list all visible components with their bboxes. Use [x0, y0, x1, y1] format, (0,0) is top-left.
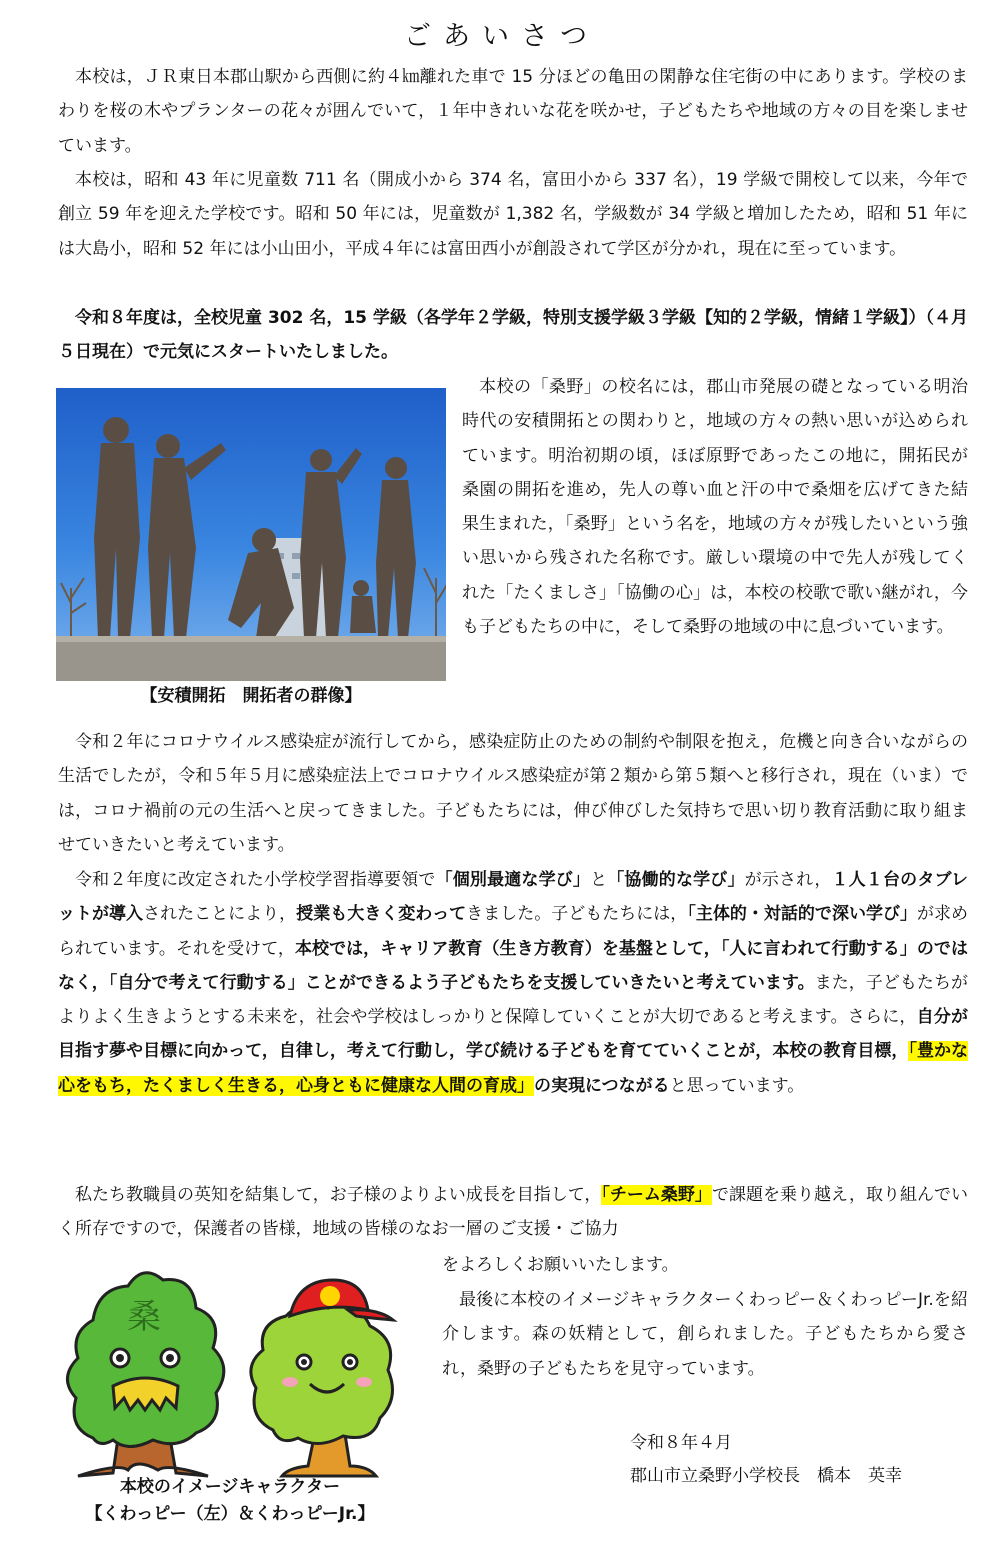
paragraph-covid: 令和２年にコロナウイルス感染症が流行してから，感染症防止のための制約や制限を抱え，危機と向き合いながらの生活でしたが，令和５年５月に感染症法上でコロナウイルス感染症が第２類から第５類へと移行され，現在（いま）では，コロナ禍前の元の生活へと戻ってきました。子どもたちには，伸び伸びした気持ちで思い切り教育活動に取り組ませていきたいと考えています。: [58, 732, 968, 855]
mascot-caption-line1: 本校のイメージキャラクター: [119, 1477, 341, 1497]
photo-caption: 【安積開拓 開拓者の群像】: [140, 686, 362, 706]
mascot-kanji: 桑: [127, 1297, 161, 1337]
text-span: されたことにより，: [143, 904, 297, 925]
text-span: きました。子どもたちには，: [466, 904, 688, 925]
text-span: が示され，: [744, 870, 832, 890]
text-span: また，子どもたちがよりよく生きようとする未来を，社会や学校はしっかりと保障していくことが大切であると考えます。さらに，: [58, 972, 968, 1028]
signature-name: 郡山市立桑野小学校長 橋本 英幸: [630, 1466, 902, 1486]
text-span: 本校では，キャリア教育（生き方教育）を基盤として，「人に言われて行動する」のではなく，「自分で考えて行動する」ことができるよう子どもたちを支援していきたいと考えています。: [58, 938, 968, 993]
paragraph-mascot-intro: 最後に本校のイメージキャラクターくわっピー＆くわっピーJr.を紹介します。森の妖精として，創られました。子どもたちから愛され，桑野の子どもたちを見守っています。: [442, 1290, 968, 1379]
paragraph-school-name-origin: 本校の「桑野」の校名には，郡山市発展の礎となっている明治時代の安積開拓との関わりと，地域の方々の熱い思いが込められています。明治初期の頃，ほぼ原野であったこの地に，開拓民が桑園の開拓を進め，先人の尊い血と汗の中で桑畑を広げてきた結果生まれた，「桑野」という名を，地域の方々が残したいという強い思いから残された名称です。厳しい環境の中で先人が残してくれた「たくましさ」「協働の心」は，本校の校歌で歌い継がれ，今も子どもたちの中に，そして桑野の地域の中に息づいています。: [462, 377, 968, 638]
text-span: が求められています。それを受けて，: [58, 904, 969, 959]
highlighted-text: 「豊かな心をもち，たくましく生きる，心身ともに健康な人間の育成」: [58, 1041, 968, 1096]
text-span: 授業も大きく変わって: [296, 904, 467, 925]
text-span: 私たち教職員の英知を結集して，お子様のよりよい成長を目指して，: [75, 1185, 602, 1205]
mascot-caption: [20, 1474, 440, 1528]
text-span: の実現につながる: [534, 1075, 670, 1096]
text-span: 自分が目指す夢や目標に向かって，自律し，考えて行動し，学び続ける子どもを育てていくことが，本校の教育目標，: [58, 1007, 969, 1062]
kuwappi-jr-right: [251, 1280, 393, 1476]
paragraph-current-enrollment: 令和８年度は，全校児童 302 名，15 学級（各学年２学級，特別支援学級３学級【知的２学級，情緒１学級】）（４月５日現在）で元気にスタートいたしました。: [58, 308, 968, 363]
statue-photo: [56, 388, 446, 681]
paragraph-education-goal: [58, 863, 968, 1103]
text-span: １人１台のタブレットが導入: [58, 870, 969, 925]
text-span: 令和２年度に改定された小学校学習指導要領で: [75, 870, 436, 890]
paragraph-school-location: 本校は，ＪＲ東日本郡山駅から西側に約４㎞離れた車で 15 分ほどの亀田の閑静な住宅街の中にあります。学校のまわりを桜の木やプランターの花々が囲んでいて，１年中きれいな花を咲かせ，子どもたちや地域の方々の目を楽しませています。: [58, 67, 968, 156]
text-span: 「協働的な学び」: [607, 870, 745, 890]
text-span: 「個別最適な学び」: [435, 870, 591, 890]
kuwappi-characters-image: [58, 1258, 428, 1483]
signature-date: 令和８年４月: [630, 1433, 732, 1453]
kuwappi-left: [67, 1273, 223, 1476]
text-span: で課題を乗り越え，取り組んでいく所存ですので，保護者の皆様，地域の皆様のなお一層のご支援・ご協力: [58, 1185, 968, 1240]
mascot-caption-line2: 【くわっピー（左）＆くわっピーJr.】: [85, 1504, 375, 1524]
text-span: と思っています。: [669, 1075, 805, 1096]
pioneer-statue-image: [56, 388, 446, 681]
highlighted-text: 「チーム桑野」: [601, 1185, 712, 1205]
text-span: と: [590, 870, 608, 890]
text-span: 「主体的・対話的で深い学び」: [687, 904, 918, 925]
page-title: ごあいさつ: [404, 21, 599, 52]
paragraph-school-history: 本校は，昭和 43 年に児童数 711 名（開成小から 374 名，富田小から 337 名），19 学級で開校して以来，今年で創立 59 年を迎えた学校です。昭和 50 年には，児童数が 1,382 名，学級数が 34 学級と増加したため，昭和 51 年には大島小，昭和 52 年には小山田小，平成４年には富田西小が創設されて学区が分かれ，現在に至っています。: [58, 170, 968, 259]
mascot-illustration: [58, 1258, 428, 1483]
paragraph-team-kuwano-continued: をよろしくお願いいたします。: [442, 1255, 679, 1275]
paragraph-team-kuwano: [58, 1178, 968, 1247]
